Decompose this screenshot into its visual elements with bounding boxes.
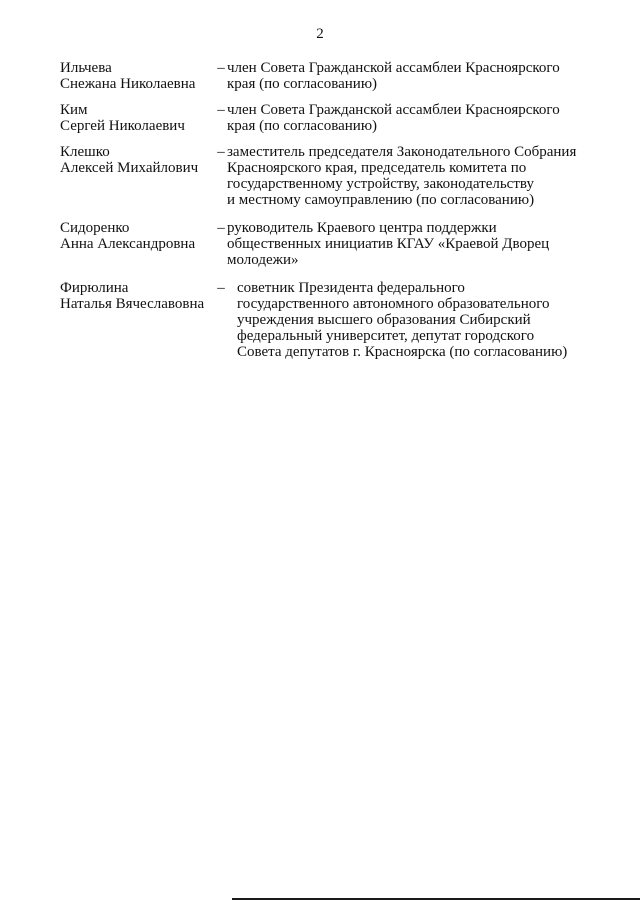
bottom-rule — [232, 898, 640, 900]
member-surname: Сидоренко — [60, 220, 130, 236]
role-line: молодежи» — [227, 252, 299, 268]
member-name — [60, 280, 215, 312]
role-line: руководитель Краевого центра поддержки — [227, 220, 497, 236]
member-role — [227, 280, 600, 360]
member-given-name: Снежана Николаевна — [60, 76, 196, 92]
member-surname: Фирюлина — [60, 280, 129, 296]
member-role — [227, 102, 600, 134]
role-line: член Совета Гражданской ассамблеи Красноярского — [227, 60, 560, 76]
member-entry — [60, 144, 600, 208]
role-line: учреждения высшего образования Сибирский — [237, 312, 531, 328]
member-entry — [60, 280, 600, 360]
member-role — [227, 60, 600, 92]
member-role — [227, 144, 600, 208]
member-role — [227, 220, 600, 268]
member-surname: Ким — [60, 102, 88, 118]
member-surname: Клешко — [60, 144, 110, 160]
member-surname: Ильчева — [60, 60, 112, 76]
member-given-name: Алексей Михайлович — [60, 160, 199, 176]
member-entry — [60, 102, 600, 134]
member-name — [60, 220, 215, 252]
role-line: края (по согласованию) — [227, 118, 378, 134]
role-line: член Совета Гражданской ассамблеи Красноярского — [227, 102, 560, 118]
dash-separator: – — [217, 280, 225, 296]
member-given-name: Анна Александровна — [60, 236, 196, 252]
dash-separator: – — [217, 144, 225, 160]
member-given-name: Сергей Николаевич — [60, 118, 185, 134]
dash-separator: – — [217, 60, 225, 76]
member-list — [60, 60, 600, 360]
member-given-name: Наталья Вячеславовна — [60, 296, 205, 312]
dash-separator: – — [217, 220, 225, 236]
role-line: заместитель председателя Законодательного Собрания — [227, 144, 577, 160]
role-line: советник Президента федерального — [237, 280, 465, 296]
member-entry — [60, 60, 600, 92]
page-number: 2 — [316, 26, 324, 42]
member-entry — [60, 220, 600, 268]
role-line: края (по согласованию) — [227, 76, 378, 92]
role-line: Совета депутатов г. Красноярска (по согласованию) — [237, 344, 568, 360]
role-line: общественных инициатив КГАУ «Краевой Дворец — [227, 236, 550, 252]
member-name — [60, 60, 215, 92]
member-name — [60, 102, 215, 134]
role-line: Красноярского края, председатель комитета по — [227, 160, 527, 176]
role-line: федеральный университет, депутат городского — [237, 328, 535, 344]
role-line: государственному устройству, законодательству — [227, 176, 534, 192]
member-name — [60, 144, 215, 176]
dash-separator: – — [217, 102, 225, 118]
role-line: и местному самоуправлению (по согласованию) — [227, 192, 535, 208]
role-line: государственного автономного образовательного — [237, 296, 550, 312]
